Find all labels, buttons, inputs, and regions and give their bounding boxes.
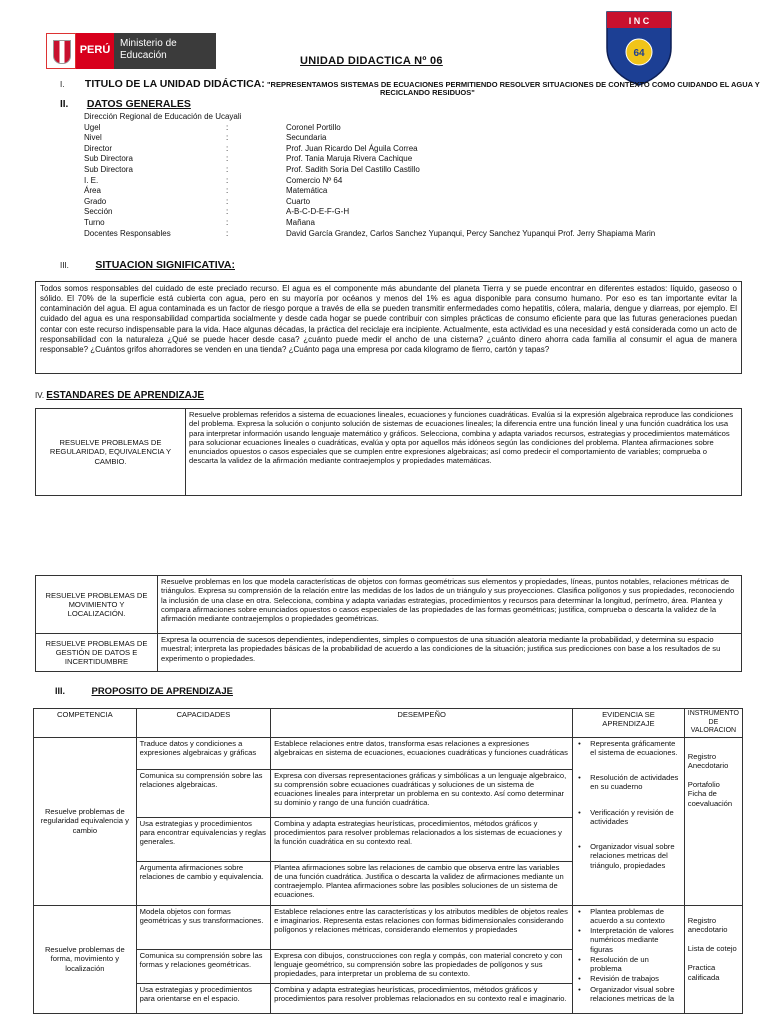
list-item: I. E. : Comercio Nº 64 xyxy=(84,175,343,185)
capacidad-cell: Traduce datos y condiciones a expresiones algebraicas y gráficas xyxy=(136,737,270,769)
capacidad-cell: Usa estrategias y procedimientos para orientarse en el espacio. xyxy=(136,983,270,1013)
list-item: • Interpretación de valores numéricos mediante figuras xyxy=(576,926,681,954)
dre-label: Dirección Regional de Educación de Ucayali xyxy=(84,112,242,121)
capacidad-cell: Comunica su comprensión sobre las relaciones algebraicas. xyxy=(136,769,270,817)
table-row xyxy=(36,634,742,672)
standards-table-1 xyxy=(35,408,742,496)
table-header-row xyxy=(34,709,743,738)
situacion-significativa-text: Todos somos responsables del cuidado de este preciado recurso. El agua es el componente más abundante del planeta Tierra y se puede encontrar en diferentes estados: líquido, gaseoso o sólido. El 70% de la superficie está cubierta con agua, pero en su mayoría por océanos y menos del 1% es agua disponible para consumo humano. Por eso es tan importante evitar la contaminación del agua. El agua contaminada es un factor de riesgo porque a través de ella se pueden transmitir enfermedades como hepatitis, cólera, malaria, dengue y diarreas, por ejemplo. El cuidado del agua es una responsabilidad compartida socialmente y desde cada hogar se puede contribuir con simples prácticas de consumo eficiente para que las futuras generaciones puedan contar con este recurso indispensable para la vida. Hace algunas décadas, la práctica del reciclaje era incipiente. Actualmente, esta actividad es una necesidad y está considerada como un acto de responsabilidad con la naturaleza ¿Qué se puede hacer desde casa? ¿cuánto puede medir el ancho de una cisterna? ¿cuánto dinero ahorra cada familia al consumir el agua de manera responsable? ¿Cuántos grifos ahorradores se venden en una tienda? ¿Cuánto paga una empresa por cada kilogramo de fierro, cartón y tapas? xyxy=(35,281,742,374)
table-row xyxy=(34,905,743,949)
crest-number: 64 xyxy=(633,48,645,59)
list-item: Registro Anecdotario xyxy=(687,751,729,770)
list-item: Lista de cotejo xyxy=(687,944,737,954)
capacidad-cell: Argumenta afirmaciones sobre relaciones de cambio y equivalencia. xyxy=(136,861,270,905)
competencia-cell: Resuelve problemas de regularidad equivalencia y cambio xyxy=(34,737,137,905)
standard-text: Expresa la ocurrencia de sucesos dependientes, independientes, simples o compuestos de una situación aleatoria mediante la probabilidad, y determina su espacio muestral; interpreta las propiedades básicas de la probabilidad de acuerdo a las condiciones de la situación; justifica sus predicciones con base a los resultados de su experimento o propiedades. xyxy=(158,634,742,672)
standard-name: RESUELVE PROBLEMAS DE MOVIMIENTO Y LOCALIZACIÓN. xyxy=(36,576,158,634)
desempeno-cell: Combina y adapta estrategias heurísticas, procedimientos, métodos gráficos y procedimientos para resolver problemas relacionados en su contexto real e imaginario. xyxy=(271,983,573,1013)
desempeno-cell: Expresa con dibujos, construcciones con regla y compás, con material concreto y con lenguaje geométrico, su comprensión sobre las propiedades de polígonos y sus propiedades, para interpretar un problema de su contexto. xyxy=(271,949,573,983)
table-row xyxy=(34,737,743,769)
standard-name: RESUELVE PROBLEMAS DE REGULARIDAD, EQUIVALENCIA Y CAMBIO. xyxy=(36,409,186,496)
list-item: Sub Directora : Prof. Sadith Soria Del Castillo Castillo xyxy=(84,164,420,174)
section-number: III. xyxy=(60,261,69,270)
list-item: Director : Prof. Juan Ricardo Del Águila Correa xyxy=(84,143,418,153)
proposito-table xyxy=(33,708,743,1014)
list-item: • Representa gráficamente el sistema de ecuaciones. xyxy=(576,739,681,758)
column-header: INSTRUMENTO DE VALORACION xyxy=(684,709,742,738)
section-number: II. xyxy=(60,99,69,110)
ministry-label: Ministerio de Educación xyxy=(114,33,216,69)
section-number: I. xyxy=(60,80,65,89)
school-crest-icon xyxy=(604,8,674,86)
section-title: PROPOSITO DE APRENDIZAJE xyxy=(91,686,233,697)
evidencia-cell xyxy=(573,905,685,1013)
list-item: Sección : A-B-C-D-E-F-G-H xyxy=(84,207,350,217)
peru-label: PERÚ xyxy=(76,33,114,69)
peru-shield-icon xyxy=(46,33,76,69)
datos-generales-heading xyxy=(60,98,191,111)
section-title: ESTANDARES DE APRENDIZAJE xyxy=(46,390,205,401)
instrumento-cell xyxy=(684,905,742,1013)
column-header: EVIDENCIA SE APRENDIZAJE xyxy=(573,709,685,738)
desempeno-cell: Establece relaciones entre las características y los atributos medibles de objetos reales e imaginarios. Representa estas relaciones con formas bidimensionales considerando polígonos y relaciones métricas, considerando elementos y propiedades xyxy=(271,905,573,949)
list-item: • Organizador visual sobre relaciones metricas del triángulo, propiedades xyxy=(576,842,681,870)
section-title: DATOS GENERALES xyxy=(86,98,191,110)
page-title: UNIDAD DIDACTICA Nº 06 xyxy=(300,55,443,67)
standard-text: Resuelve problemas en los que modela características de objetos con formas geométricas sus elementos y propiedades, líneas, puntos notables, relaciones métricas de triángulos. Expresa su comprensión de la relación entre las medidas de los lados de un triángulo y sus proyecciones. Clasifica polígonos y sus propiedades, reconociendo la inclusión de una clase en otra. Selecciona, combina y adapta variadas estrategias, procedimientos y recursos para determinar la longitud, perímetro, área. Plantea y compara afirmaciones sobre enunciados opuestos o casos especiales de las propiedades de las formas geométricas; justifica, comprueba o descarta la validez de la afirmación mediante contraejemplos o propiedades geométricas. xyxy=(158,576,742,634)
situacion-heading xyxy=(60,259,235,272)
column-header: CAPACIDADES xyxy=(136,709,270,738)
capacidad-cell: Usa estrategias y procedimientos para encontrar equivalencias y reglas generales. xyxy=(136,817,270,861)
standard-text: Resuelve problemas referidos a sistema de ecuaciones lineales, ecuaciones y funciones cuadráticas. Evalúa si la expresión algebraica reproduce las condiciones del problema. Expresa la solución o conjunto solución de sistemas de ecuaciones lineales; la diferencia entre una función lineal y una función cuadrática los usa para interpretar información usando lenguaje matemático y gráficos. Selecciona, combina y adapta variados recursos, estrategias y procedimientos matemáticos para solucionar ecuaciones lineales o cuadráticas, evalúa y opta por aquellos más idóneos según las condiciones del problema. Plantea afirmaciones sobre enunciados opuestos o casos especiales que se cumplen entre expresiones algebraicas; así como predecir el comportamiento de variables; comprueba o descarta la validez de la afirmación mediante contraejemplos y propiedades matemáticas. xyxy=(186,409,742,496)
list-item: • Resolución de un problema xyxy=(576,955,681,974)
evidencia-cell xyxy=(573,737,685,905)
capacidad-cell: Modela objetos con formas geométricas y sus transformaciones. xyxy=(136,905,270,949)
list-item: Grado : Cuarto xyxy=(84,196,311,206)
capacidad-cell: Comunica su comprensión sobre las formas y relaciones geométricas. xyxy=(136,949,270,983)
section-number: IV. xyxy=(35,391,45,400)
list-item: Turno : Mañana xyxy=(84,217,315,227)
table-row xyxy=(36,409,742,496)
section-number: III. xyxy=(55,686,66,696)
unit-title-value-cont: RECICLANDO RESIDUOS" xyxy=(380,88,475,97)
section-title: SITUACION SIGNIFICATIVA: xyxy=(95,259,235,271)
list-item: Sub Directora : Prof. Tania Maruja Rivera Cachique xyxy=(84,154,413,164)
unit-title-label: TITULO DE LA UNIDAD DIDÁCTICA: xyxy=(84,78,265,90)
dre-row xyxy=(84,112,655,123)
list-item: Registro anecdotario xyxy=(687,915,728,934)
list-item: • Plantea problemas de acuerdo a su contexto xyxy=(576,907,681,926)
crest-text: I N C xyxy=(628,16,650,26)
list-item: • Resolución de actividades en su cuaderno xyxy=(576,773,681,792)
estandares-heading xyxy=(35,390,204,402)
list-item: • Verificación y revisión de actividades xyxy=(576,808,681,827)
instrumento-cell xyxy=(684,737,742,905)
competencia-cell: Resuelve problemas de forma, movimiento y localización xyxy=(34,905,137,1013)
list-item: • Revisión de trabajos xyxy=(576,974,681,983)
list-item: Docentes Responsables : David García Grandez, Carlos Sanchez Yupanqui, Percy Sanchez Yupanqui Prof. Jerry Shapiama Marin xyxy=(84,228,656,238)
peru-ministry-logo xyxy=(46,33,216,69)
proposito-heading xyxy=(55,686,233,698)
unit-title-value: "REPRESENTAMOS SISTEMAS DE ECUACIONES PERMITIENDO RESOLVER SITUACIONES DE CONTEXTO COMO CUIDANDO EL AGUA Y xyxy=(267,80,760,89)
datos-generales-list xyxy=(84,112,655,239)
table-row xyxy=(36,576,742,634)
desempeno-cell: Establece relaciones entre datos, transforma esas relaciones a expresiones algebraicas en sistema de ecuaciones, ecuaciones cuadráticas y funciones cuadráticas xyxy=(271,737,573,769)
list-item: Área : Matemática xyxy=(84,186,328,196)
list-item: Practica calificada xyxy=(687,963,720,982)
desempeno-cell: Plantea afirmaciones sobre las relaciones de cambio que observa entre las variables de una función cuadrática. Justifica o descarta la validez de afirmaciones mediante un contraejemplo. Plantea afirmaciones sobre las posibles soluciones de un sistema de ecuaciones. xyxy=(271,861,573,905)
standard-name: RESUELVE PROBLEMAS DE GESTIÓN DE DATOS E INCERTIDUMBRE xyxy=(36,634,158,672)
column-header: COMPETENCIA xyxy=(34,709,137,738)
desempeno-cell: Combina y adapta estrategias heurísticas, procedimientos, métodos gráficos y procedimientos para resolver problemas relacionados a los sistemas de ecuaciones y la función cuadrática en su contexto real. xyxy=(271,817,573,861)
list-item: Portafolio Ficha de coevaluación xyxy=(687,780,733,808)
list-item: • Organizador visual sobre relaciones metricas de la xyxy=(576,985,681,1004)
list-item: Nivel : Secundaria xyxy=(84,133,327,143)
standards-table-2 xyxy=(35,575,742,672)
column-header: DESEMPEÑO xyxy=(271,709,573,738)
list-item: Ugel : Coronel Portillo xyxy=(84,122,341,132)
desempeno-cell: Expresa con diversas representaciones gráficas y simbólicas a un lenguaje algebraico, su comprensión sobre ecuaciones cuadráticas y soluciones de un sistema de ecuaciones lineales para interpretar un problema en su contexto. Así como determinar su dominio y rango de una función cuadrática. xyxy=(271,769,573,817)
